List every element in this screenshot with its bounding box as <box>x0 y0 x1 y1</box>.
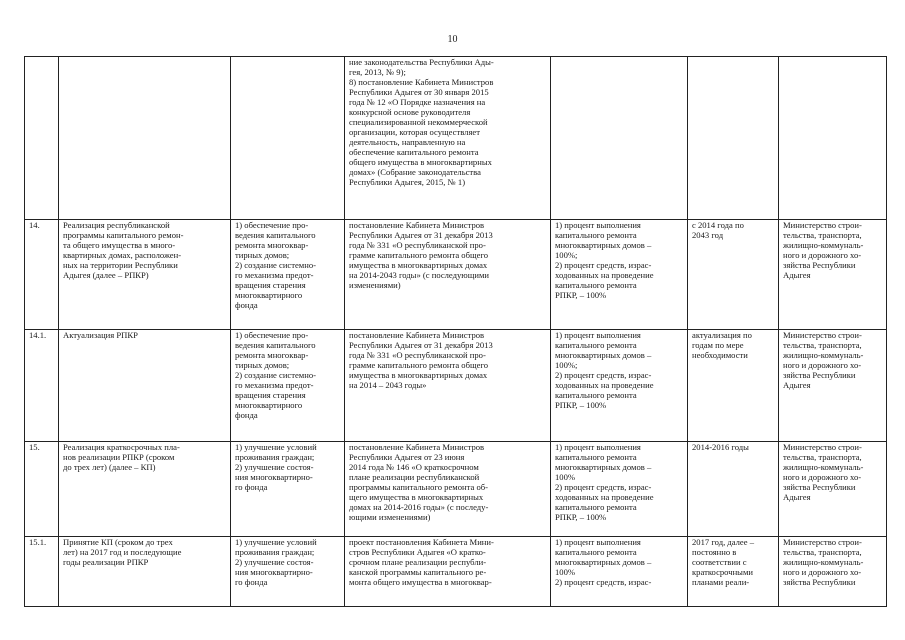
docs-line: постановление Кабинета Министров <box>349 220 485 230</box>
tasks-line: ремонта многоквар- <box>235 239 309 250</box>
doc-line: года № 12 «О Порядке назначения на <box>349 96 486 107</box>
cell-executor <box>779 220 887 330</box>
term-line: годам по мере <box>692 339 744 350</box>
cell-num: 15. <box>25 442 59 537</box>
cell-executor <box>779 442 887 537</box>
cell-executor <box>779 537 887 607</box>
indicators-line: многоквартирных домов – <box>555 349 652 360</box>
table-row <box>25 537 887 607</box>
term-line: краткосрочными <box>692 566 753 577</box>
table-row-continuation <box>25 57 887 220</box>
doc-line: обеспечение капитального ремонта <box>349 146 479 157</box>
tasks-line: 2) улучшение состоя- <box>235 461 314 472</box>
name-line: Актуализация РПКР <box>63 330 138 340</box>
executor-line: ного и дорожного хо- <box>783 566 862 577</box>
indicators-line: капитального ремонта <box>555 389 637 400</box>
cell-term <box>688 220 779 330</box>
tasks-line: ведения капитального <box>235 339 316 350</box>
name-line: ных на территории Республики <box>63 259 178 270</box>
indicators-line: 100%; <box>555 249 578 260</box>
tasks-line: тирных домов; <box>235 359 290 370</box>
term-line: 2043 год <box>692 229 724 240</box>
indicators-line: ходованных на проведение <box>555 269 654 280</box>
term-line: 2017 год, далее – <box>692 537 754 547</box>
executor-line: тельства, транспорта, <box>783 339 862 350</box>
tasks-line: го механизма предот- <box>235 269 314 280</box>
cell-indicators <box>551 537 688 607</box>
cell-docs <box>345 442 551 537</box>
indicators-line: 1) процент выполнения <box>555 442 641 452</box>
tasks-line: го фонда <box>235 481 268 492</box>
cell-docs <box>345 220 551 330</box>
docs-line: проект постановления Кабинета Мини- <box>349 537 494 547</box>
doc-line: гея, 2013, № 9); <box>349 66 406 77</box>
indicators-line: 2) процент средств, израс- <box>555 576 652 587</box>
doc-line: Республики Адыгея, 2015, № 1) <box>349 176 466 187</box>
indicators-line: многоквартирных домов – <box>555 239 652 250</box>
cell-docs <box>345 330 551 442</box>
name-line: нов реализации РПКР (сроком <box>63 451 175 462</box>
indicators-line: капитального ремонта <box>555 451 637 462</box>
indicators-line: капитального ремонта <box>555 229 637 240</box>
indicators-line: капитального ремонта <box>555 501 637 512</box>
indicators-line: 2) процент средств, израс- <box>555 369 652 380</box>
doc-line: Республики Адыгея от 30 января 2015 <box>349 86 489 97</box>
indicators-line: 1) процент выполнения <box>555 330 641 340</box>
doc-line: деятельность, направленную на <box>349 136 466 147</box>
indicators-line: 1) процент выполнения <box>555 537 641 547</box>
indicators-line: РПКР, – 100% <box>555 289 607 300</box>
tasks-line: ремонта многоквар- <box>235 349 309 360</box>
tasks-line: тирных домов; <box>235 249 290 260</box>
cell-term <box>688 442 779 537</box>
cell-name <box>59 220 231 330</box>
docs-line: грамме капитального ремонта общего <box>349 249 489 260</box>
tasks-line: 2) создание системно- <box>235 369 316 380</box>
executor-line: тельства, транспорта, <box>783 451 862 462</box>
table-row <box>25 220 887 330</box>
docs-line: Республики Адыгея от 31 декабря 2013 <box>349 339 493 350</box>
name-line: программы капитального ремон- <box>63 229 184 240</box>
table-body <box>25 57 887 607</box>
cell-num: 14.1. <box>25 330 59 442</box>
tasks-line: 1) улучшение условий <box>235 442 317 452</box>
name-line: Принятие КП (сроком до трех <box>63 537 173 547</box>
term-line: актуализация по <box>692 330 752 340</box>
executor-line: тельства, транспорта, <box>783 229 862 240</box>
term-line: с 2014 года по <box>692 220 744 230</box>
name-line: Реализация краткосрочных пла- <box>63 442 180 452</box>
page-number: 10 <box>447 34 458 45</box>
executor-line: жилищно-коммуналь- <box>783 556 864 567</box>
docs-line: стров Республики Адыгея «О кратко- <box>349 546 486 557</box>
executor-line: Министерство строи- <box>783 537 862 547</box>
indicators-line: капитального ремонта <box>555 339 637 350</box>
docs-line: программы капитального ремонта об- <box>349 481 488 492</box>
tasks-line: ния многоквартирно- <box>235 566 313 577</box>
cell-tasks <box>231 537 345 607</box>
cell-docs <box>345 537 551 607</box>
docs-line: Республики Адыгея от 31 декабря 2013 <box>349 229 493 240</box>
cell-name <box>59 57 231 220</box>
indicators-line: капитального ремонта <box>555 279 637 290</box>
docs-line: изменениями) <box>349 279 401 290</box>
docs-line: постановление Кабинета Министров <box>349 330 485 340</box>
name-line: та общего имущества в много- <box>63 239 176 250</box>
tasks-line: ния многоквартирно- <box>235 471 313 482</box>
executor-line: ного и дорожного хо- <box>783 471 862 482</box>
docs-line: срочном плане реализации республи- <box>349 556 487 567</box>
tasks-line: го фонда <box>235 576 268 587</box>
tasks-line: фонда <box>235 409 258 420</box>
name-line: Адыгея (далее – РПКР) <box>63 269 149 280</box>
indicators-line: 100% <box>555 566 576 577</box>
doc-line: общего имущества в многоквартирных <box>349 156 492 167</box>
doc-line: специализированной некоммерческой <box>349 116 488 127</box>
tasks-line: 2) создание системно- <box>235 259 316 270</box>
executor-line: тельства, транспорта, <box>783 546 862 557</box>
executor-line: Министерство строи- <box>783 330 862 340</box>
indicators-line: капитального ремонта <box>555 546 637 557</box>
doc-line: 8) постановление Кабинета Министров <box>349 76 494 87</box>
cell-name <box>59 537 231 607</box>
executor-line: ного и дорожного хо- <box>783 249 862 260</box>
tasks-line: 2) улучшение состоя- <box>235 556 314 567</box>
tasks-line: многоквартирного <box>235 289 303 300</box>
executor-line: жилищно-коммуналь- <box>783 349 864 360</box>
name-line: Реализация республиканской <box>63 220 170 230</box>
docs-line: имущества в многоквартирных домах <box>349 369 488 380</box>
indicators-line: многоквартирных домов – <box>555 461 652 472</box>
cell-term <box>688 537 779 607</box>
name-line: до трех лет) (далее – КП) <box>63 461 156 472</box>
indicators-line: 100%; <box>555 359 578 370</box>
cell-num: 15.1. <box>25 537 59 607</box>
docs-line: на 2014-2043 годы» (с последующими <box>349 269 489 280</box>
executor-line: ного и дорожного хо- <box>783 359 862 370</box>
indicators-line: 100% <box>555 471 576 482</box>
executor-line: Министерство строи- <box>783 220 862 230</box>
doc-line: конкурсной основе руководителя <box>349 106 471 117</box>
tasks-line: 1) улучшение условий <box>235 537 317 547</box>
indicators-line: 1) процент выполнения <box>555 220 641 230</box>
executor-line: зяйства Республики <box>783 259 856 270</box>
executor-line: Министерство строи- <box>783 442 862 452</box>
indicators-line: ходованных на проведение <box>555 379 654 390</box>
tasks-line: вращения старения <box>235 279 306 290</box>
docs-line: Республики Адыгея от 23 июня <box>349 451 465 462</box>
term-line: 2014-2016 годы <box>692 442 749 452</box>
doc-line: домах» (Собрание законодательства <box>349 166 481 177</box>
tasks-line: 1) обеспечение про- <box>235 330 309 340</box>
executor-line: Адыгея <box>783 379 811 390</box>
cell-num <box>25 57 59 220</box>
doc-line: ние законодательства Республики Ады- <box>349 57 494 67</box>
docs-line: канской программы капитального ре- <box>349 566 487 577</box>
tasks-line: проживания граждан; <box>235 546 315 557</box>
cell-docs <box>345 57 551 220</box>
name-line: годы реализации РПКР <box>63 556 149 567</box>
indicators-line: 2) процент средств, израс- <box>555 481 652 492</box>
tasks-line: вращения старения <box>235 389 306 400</box>
docs-line: грамме капитального ремонта общего <box>349 359 489 370</box>
executor-line: жилищно-коммуналь- <box>783 239 864 250</box>
docs-line: года № 331 «О республиканской про- <box>349 349 486 360</box>
indicators-line: 2) процент средств, израс- <box>555 259 652 270</box>
cell-term <box>688 57 779 220</box>
executor-line: Адыгея <box>783 491 811 502</box>
indicators-line: многоквартирных домов – <box>555 556 652 567</box>
term-line: планами реали- <box>692 576 750 587</box>
cell-tasks <box>231 220 345 330</box>
indicators-line: РПКР, – 100% <box>555 399 607 410</box>
table-row <box>25 330 887 442</box>
name-line: квартирных домах, расположен- <box>63 249 182 260</box>
cell-indicators <box>551 220 688 330</box>
executor-line: зяйства Республики <box>783 369 856 380</box>
executor-line: зяйства Республики <box>783 576 856 587</box>
indicators-line: ходованных на проведение <box>555 491 654 502</box>
tasks-line: фонда <box>235 299 258 310</box>
docs-line: года № 331 «О республиканской про- <box>349 239 486 250</box>
name-line: лет) на 2017 год и последующие <box>63 546 182 557</box>
doc-line: организации, которая осуществляет <box>349 126 480 137</box>
cell-indicators <box>551 57 688 220</box>
tasks-line: го механизма предот- <box>235 379 314 390</box>
cell-executor <box>779 330 887 442</box>
cell-indicators <box>551 442 688 537</box>
docs-line: щего имущества в многоквартирных <box>349 491 484 502</box>
docs-line: на 2014 – 2043 годы» <box>349 379 427 390</box>
indicators-line: РПКР, – 100% <box>555 511 607 522</box>
docs-line: домах на 2014-2016 годы» (с последу- <box>349 501 489 512</box>
docs-line: постановление Кабинета Министров <box>349 442 485 452</box>
executor-line: зяйства Республики <box>783 481 856 492</box>
executor-line: Адыгея <box>783 269 811 280</box>
cell-num: 14. <box>25 220 59 330</box>
cell-executor <box>779 57 887 220</box>
tasks-line: ведения капитального <box>235 229 316 240</box>
term-line: постоянно в <box>692 546 737 557</box>
term-line: соответствии с <box>692 556 747 567</box>
docs-line: плане реализации республиканской <box>349 471 480 482</box>
cell-tasks <box>231 442 345 537</box>
cell-indicators <box>551 330 688 442</box>
measures-table <box>24 56 887 607</box>
docs-line: ющими изменениями) <box>349 511 431 522</box>
cell-name <box>59 442 231 537</box>
docs-line: монта общего имущества в многоквар- <box>349 576 492 587</box>
tasks-line: 1) обеспечение про- <box>235 220 309 230</box>
cell-tasks <box>231 330 345 442</box>
cell-term <box>688 330 779 442</box>
cell-name <box>59 330 231 442</box>
tasks-line: многоквартирного <box>235 399 303 410</box>
docs-line: 2014 года № 146 «О краткосрочном <box>349 461 479 472</box>
term-line: необходимости <box>692 349 748 360</box>
tasks-line: проживания граждан; <box>235 451 315 462</box>
table-row <box>25 442 887 537</box>
docs-line: имущества в многоквартирных домах <box>349 259 488 270</box>
cell-tasks <box>231 57 345 220</box>
executor-line: жилищно-коммуналь- <box>783 461 864 472</box>
